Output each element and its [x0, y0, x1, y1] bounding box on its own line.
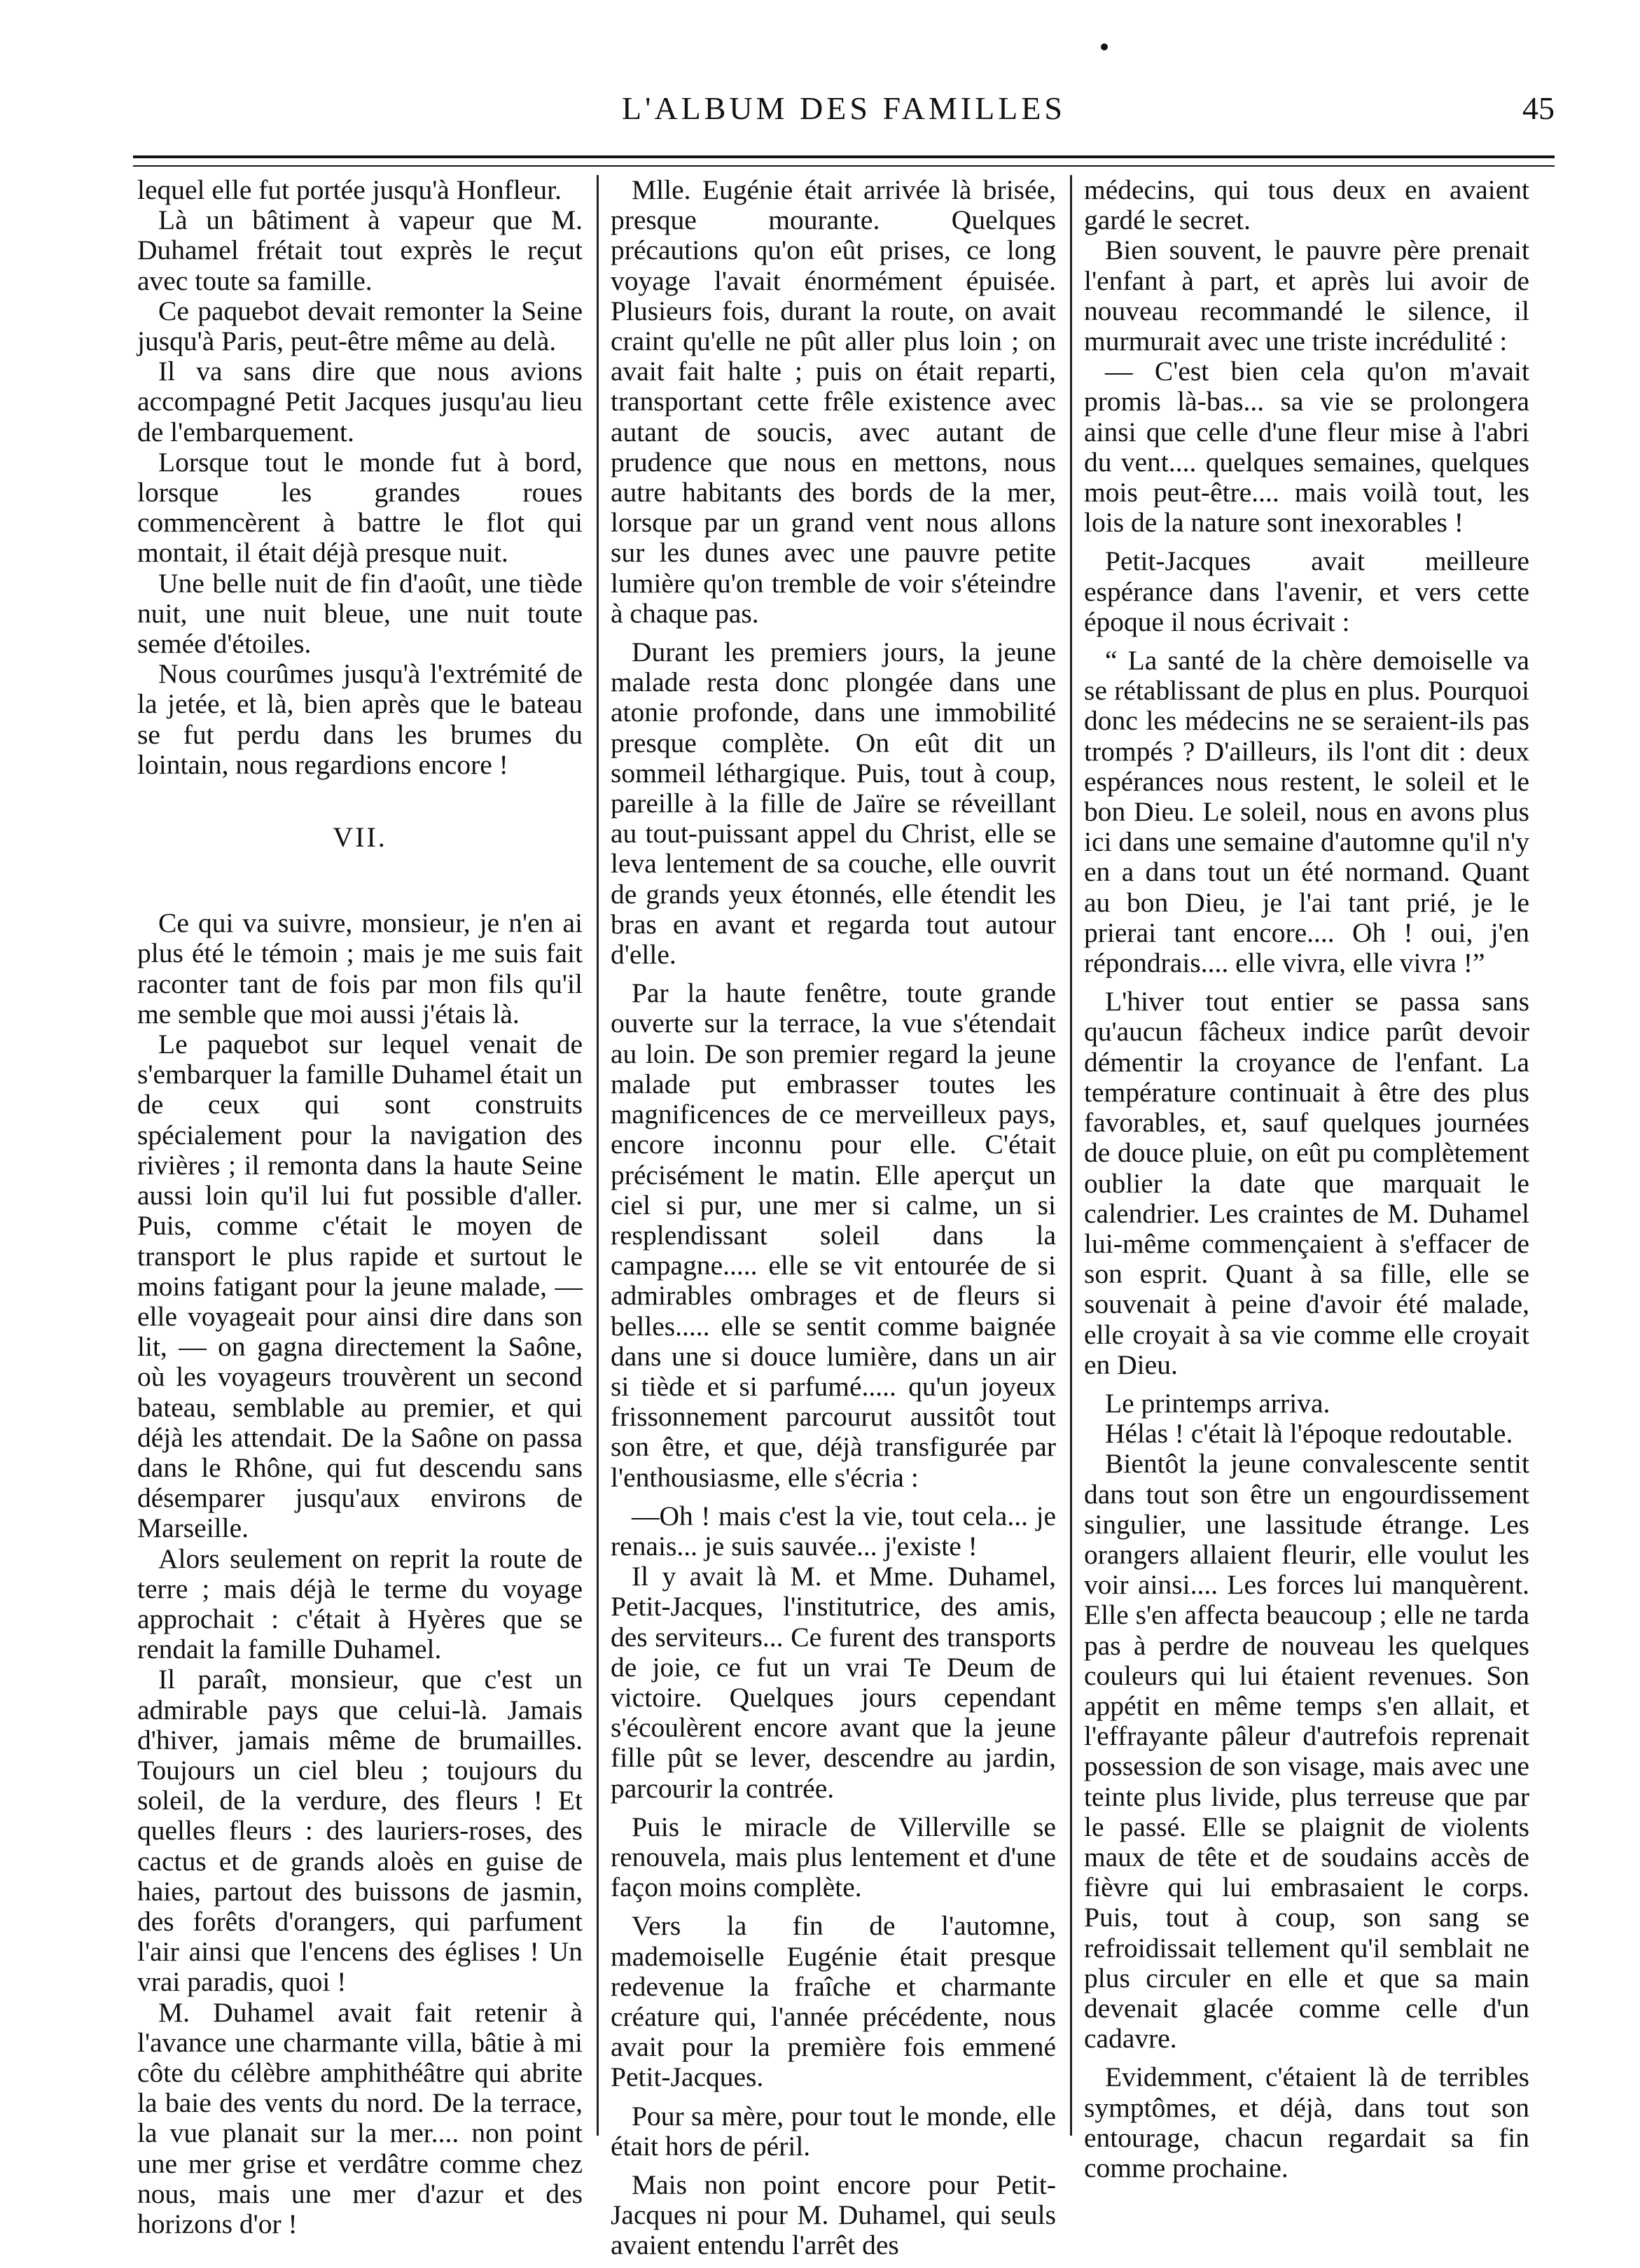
paragraph: Petit-Jacques avait meilleure espérance dans l'avenir, et vers cette époque il nous écrivait :: [1084, 545, 1529, 637]
paragraph: Par la haute fenêtre, toute grande ouverte sur la terrace, la vue s'étendait au loin. De son premier regard la jeune malade put embrasser toutes les magnificences de ce merveilleux pays, encore inconnu pour elle. C'était précisément le matin. Elle aperçut un ciel si pur, une mer si calme, un si resplendissant soleil dans la campagne..... elle se vit entourée de si admirables ombrages et de fleurs si belles..... elle se sentit comme baignée dans une si douce lumière, dans un air si tiède et si parfumé..... qu'un joyeux frissonnement parcourut aussitôt tout son être, et que, déjà transfigurée par l'enthousiasme, elle s'écria :: [611, 978, 1056, 1493]
header-rule-thick: [133, 155, 1555, 158]
paragraph: Il y avait là M. et Mme. Duhamel, Petit-Jacques, l'institutrice, des amis, des serviteurs... Ce furent des transports de joie, ce fut un vrai Te Deum de victoire. Quelques jours cependant s'écoulèrent encore avant que la jeune fille pût se lever, descendre au jardin, parcourir la contrée.: [611, 1561, 1056, 1804]
paragraph: lequel elle fut portée jusqu'à Honfleur.: [137, 174, 562, 205]
column-divider-1: [597, 175, 599, 2136]
paragraph: “ La santé de la chère demoiselle va se rétablissant de plus en plus. Pourquoi donc les médecins ne se seraient-ils pas trompés ? D'ailleurs, ils l'ont dit : deux espérances nous restent, le soleil et le bon Dieu. Le soleil, nous en avons plus ici dans une semaine d'automne qu'il n'y en a dans tout un été normand. Quant au bon Dieu, je l'ai tant prié, je le prierai tant encore.... Oh ! oui, j'en répondrais.... elle vivra, elle vivra !”: [1084, 645, 1529, 979]
paragraph: M. Duhamel avait fait retenir à l'avance une charmante villa, bâtie à mi côte du célèbre amphithéâtre qui abrite la baie des vents du nord. De la terrace, la vue planait sur la mer.... non point une mer grise et verdâtre comme chez nous, mais une mer d'azur et des horizons d'or !: [137, 1996, 583, 2239]
text-column-1: [137, 174, 583, 2239]
paragraph: Nous courûmes jusqu'à l'extrémité de la jetée, et là, bien après que le bateau se fut perdu dans les brumes du lointain, nous regardions encore !: [137, 658, 583, 780]
paragraph: Mais non point encore pour Petit-Jacques ni pour M. Duhamel, qui seuls avaient entendu l'arrêt des: [611, 2169, 1056, 2261]
paragraph: Il paraît, monsieur, que c'est un admirable pays que celui-là. Jamais d'hiver, jamais même de brumailles. Toujours un ciel bleu ; toujours du soleil, de la verdure, des fleurs ! Et quelles fleurs : des lauriers-roses, des cactus et de grands aloès en guise de haies, partout des buissons de jasmin, des forêts d'orangers, qui parfument l'air ainsi que l'encens des églises ! Un vrai paradis, quoi !: [137, 1664, 583, 1998]
text-column-2: [611, 174, 1056, 2261]
paragraph: Le printemps arriva.: [1105, 1387, 1330, 1419]
print-speck: [1101, 43, 1108, 50]
column-divider-2: [1070, 175, 1072, 2136]
paragraph: médecins, qui tous deux en avaient gardé le secret.: [1084, 174, 1529, 236]
paragraph: Durant les premiers jours, la jeune malade resta donc plongée dans une atonie profonde, dans une immobilité presque complète. On eût dit un sommeil léthargique. Puis, tout à coup, pareille à la fille de Jaïre se réveillant au tout-puissant appel du Christ, elle se leva lentement de sa couche, elle ouvrit de grands yeux étonnés, elle étendit les bras en avant et regarda tout autour d'elle.: [611, 636, 1056, 970]
paragraph: Hélas ! c'était là l'époque redoutable.: [1105, 1418, 1513, 1449]
section-heading: VII.: [333, 821, 387, 854]
paragraph: Alors seulement on reprit la route de terre ; mais déjà le terme du voyage approchait : c'était à Hyères que se rendait la famille Duhamel.: [137, 1543, 583, 1665]
paragraph: Ce paquebot devait remonter la Seine jusqu'à Paris, peut-être même au delà.: [137, 295, 583, 357]
paragraph: Mlle. Eugénie était arrivée là brisée, presque mourante. Quelques précautions qu'on eût prises, ce long voyage l'avait énormément épuisée. Plusieurs fois, durant la route, on avait craint qu'elle ne pût aller plus loin ; on avait fait halte ; puis on était reparti, transportant cette frêle existence avec autant de soucis, avec autant de prudence que nous en mettons, nous autre habitants des bords de la mer, lorsque par un grand vent nous allons sur les dunes avec une pauvre petite lumière qu'on tremble de voir s'éteindre à chaque pas.: [611, 174, 1056, 629]
paragraph: Une belle nuit de fin d'août, une tiède nuit, une nuit bleue, une nuit toute semée d'étoiles.: [137, 567, 583, 660]
paragraph: Puis le miracle de Villerville se renouvela, mais plus lentement et d'une façon moins complète.: [611, 1811, 1056, 1903]
paragraph: Evidemment, c'étaient là de terribles symptômes, et déjà, dans tout son entourage, chacun regardait sa fin comme prochaine.: [1084, 2061, 1529, 2183]
paragraph: L'hiver tout entier se passa sans qu'aucun fâcheux indice parût devoir démentir la croyance de l'enfant. La température continuait à être des plus favorables, et, sauf quelques journées de douce pluie, on eût pu complètement oublier la date que marquait le calendrier. Les craintes de M. Duhamel lui-même commençaient à s'effacer de son esprit. Quant à sa fille, elle se souvenait à peine d'avoir été malade, elle croyait à sa vie comme elle croyait en Dieu.: [1084, 986, 1529, 1380]
paragraph: Ce qui va suivre, monsieur, je n'en ai plus été le témoin ; mais je me suis fait raconter tant de fois par mon fils qu'il me semble que moi aussi j'étais là.: [137, 907, 583, 1029]
page-header-title: L'ALBUM DES FAMILLES: [622, 90, 1066, 126]
paragraph: Il va sans dire que nous avions accompagné Petit Jacques jusqu'au lieu de l'embarquement.: [137, 356, 583, 447]
text-column-3: [1084, 174, 1529, 2183]
page-number: 45: [1522, 90, 1555, 126]
header-rule-thin: [133, 165, 1555, 167]
paragraph: — C'est bien cela qu'on m'avait promis là-bas... sa vie se prolongera ainsi que celle d'une fleur mise à l'abri du vent.... quelques semaines, quelques mois peut-être.... mais voilà tout, les lois de la nature sont inexorables !: [1084, 356, 1529, 538]
paragraph: —Oh ! mais c'est la vie, tout cela... je renais... je suis sauvée... j'existe !: [611, 1500, 1056, 1561]
paragraph: Bientôt la jeune convalescente sentit dans tout son être un engourdissement singulier, une lassitude étrange. Les orangers allaient fleurir, elle voulut les voir ainsi.... Les forces lui manquèrent. Elle s'en affecta beaucoup ; elle ne tarda pas à perdre de nouveau les quelques couleurs qui lui étaient revenues. Son appétit en même temps s'en allait, et l'effrayante pâleur d'autrefois reprenait possession de son visage, mais avec une teinte plus livide, plus terreuse que par le passé. Elle se plaignit de violents maux de tête et de soudains accès de fièvre qui lui embrasaient le corps. Puis, tout à coup, son sang se refroidissait tellement qu'il semblait ne plus circuler en elle et que sa main devenait glacée comme celle d'un cadavre.: [1084, 1448, 1529, 2054]
paragraph: Lorsque tout le monde fut à bord, lorsque les grandes roues commencèrent à battre le flot qui montait, il était déjà presque nuit.: [137, 446, 583, 569]
page-header: [133, 90, 1555, 139]
paragraph: Vers la fin de l'automne, mademoiselle Eugénie était presque redevenue la fraîche et charmante créature qui, l'année précédente, nous avait pour la première fois emmené Petit-Jacques.: [611, 1910, 1056, 2093]
paragraph: Le paquebot sur lequel venait de s'embarquer la famille Duhamel était un de ceux qui sont construits spécialement pour la navigation des rivières ; il remonta dans la haute Seine aussi loin qu'il lui fut possible d'aller. Puis, comme c'était le moyen de transport le plus rapide et surtout le moins fatigant pour la jeune malade, — elle voyageait pour ainsi dire dans son lit, — on gagna directement la Saône, où les voyageurs trouvèrent un second bateau, semblable au premier, et qui déjà les attendait. De la Saône on passa dans le Rhône, qui fut descendu sans désemparer jusqu'aux environs de Marseille.: [137, 1029, 583, 1544]
paragraph: Là un bâtiment à vapeur que M. Duhamel frétait tout exprès le reçut avec toute sa famille.: [137, 204, 583, 296]
paragraph: Pour sa mère, pour tout le monde, elle était hors de péril.: [611, 2100, 1056, 2162]
paragraph: Bien souvent, le pauvre père prenait l'enfant à part, et après lui avoir de nouveau recommandé le silence, il murmurait avec une triste incrédulité :: [1084, 235, 1529, 357]
